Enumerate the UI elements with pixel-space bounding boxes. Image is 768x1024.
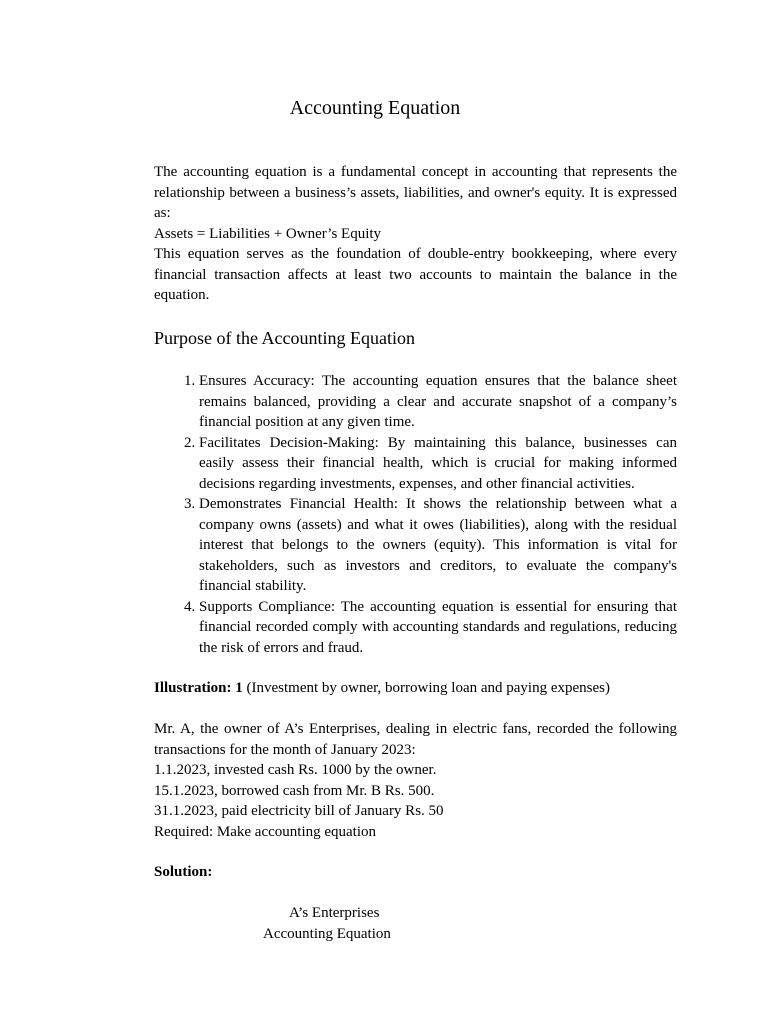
list-item: 4. Supports Compliance: The accounting equation is essential for ensuring that financial recorded comply with accounting standards and regulations, reducing the risk of errors and fraud. (199, 597, 677, 659)
illustration-description: (Investment by owner, borrowing loan and paying expenses) (242, 680, 610, 696)
intro-paragraph: The accounting equation is a fundamental concept in accounting that represents the relationship between a business’s assets, liabilities, and owner's equity. It is expressed as: (154, 164, 677, 221)
solution-label: Solution: (154, 864, 213, 880)
intro-paragraph-2: This equation serves as the foundation of double-entry bookkeeping, where every financial transaction affects at least two accounts to maintain the balance in the equation. (154, 246, 677, 303)
illustration-problem (154, 719, 677, 842)
transaction-line: 1.1.2023, invested cash Rs. 1000 by the owner. (154, 762, 437, 778)
list-item: 1. Ensures Accuracy: The accounting equation ensures that the balance sheet remains balanced, providing a clear and accurate snapshot of a company’s financial position at any given time. (199, 371, 677, 433)
problem-statement: Mr. A, the owner of A’s Enterprises, dealing in electric fans, recorded the following transactions for the month of January 2023: (154, 721, 677, 758)
solution-company-name: A’s Enterprises (289, 905, 380, 921)
illustration-label: Illustration: 1 (154, 680, 243, 696)
transaction-line: 31.1.2023, paid electricity bill of January Rs. 50 (154, 803, 444, 819)
solution-heading (154, 862, 677, 883)
list-item: 2. Facilitates Decision-Making: By maintaining this balance, businesses can easily assess their financial health, which is crucial for making informed decisions regarding investments, expenses, and other financial activities. (199, 433, 677, 495)
equation-line: Assets = Liabilities + Owner’s Equity (154, 225, 382, 242)
illustration-heading (154, 678, 677, 699)
required-line: Required: Make accounting equation (154, 823, 377, 840)
transaction-line: 15.1.2023, borrowed cash from Mr. B Rs. 500. (154, 782, 435, 799)
list-item: 3. Demonstrates Financial Health: It shows the relationship between what a company owns (assets) and what it owes (liabilities), along with the residual interest that belongs to the owners (equity). This information is vital for stakeholders, such as investors and creditors, to evaluate the company's financial stability. (199, 494, 677, 597)
solution-subtitle: Accounting Equation (263, 926, 391, 942)
page-title: Accounting Equation (289, 97, 461, 119)
section-heading-purpose: Purpose of the Accounting Equation (154, 328, 415, 348)
purpose-list (154, 371, 677, 658)
intro-section (154, 162, 677, 306)
